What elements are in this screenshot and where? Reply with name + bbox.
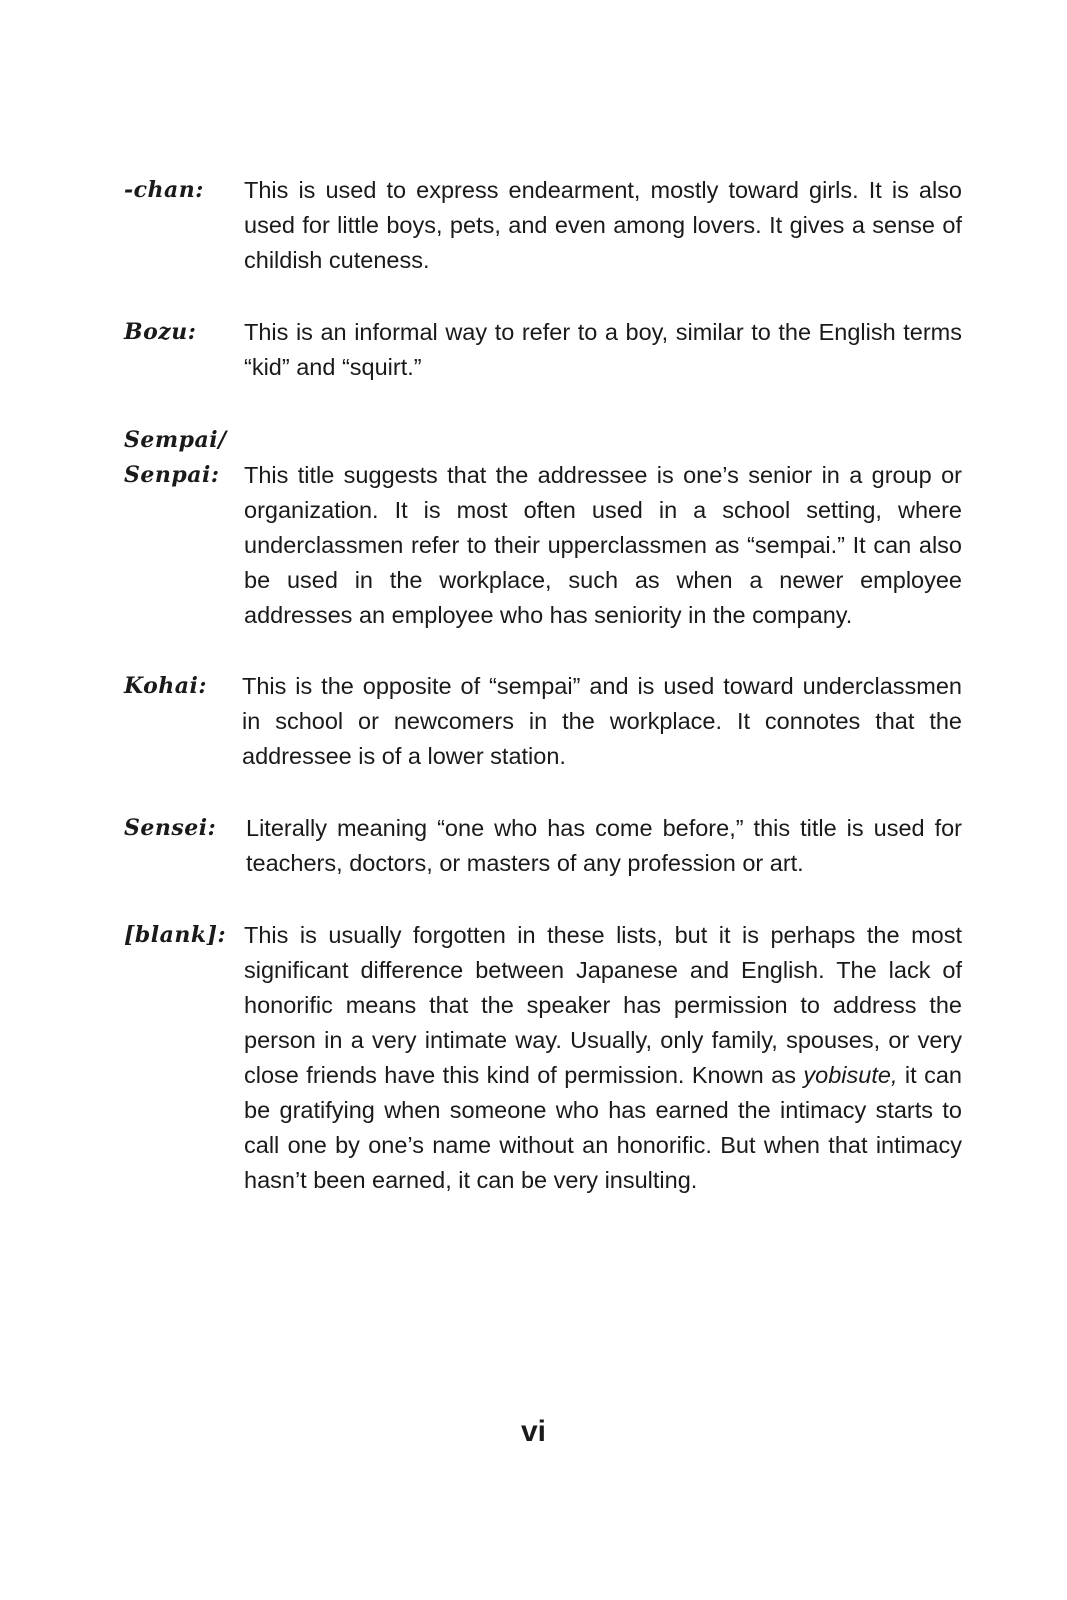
definition-sensei: Literally meaning “one who has come before,” this title is used for teachers, doctors, or masters of any profession or art. xyxy=(246,815,962,876)
definition-blank-part2: it can be gratifying when someone who has earned the intimacy starts to call one by one’s name without an honorific. But when that intimacy hasn’t been earned, it can be very insulting. xyxy=(244,1062,963,1193)
term-kohai: Kohai: xyxy=(124,673,208,699)
term-sempai xyxy=(124,423,227,493)
term-bozu: Bozu: xyxy=(124,319,197,345)
term-sensei: Sensei: xyxy=(124,815,217,841)
definition-kohai: This is the opposite of “sempai” and is used toward underclassmen in school or newcomers in the workplace. It connotes that the addressee is of a lower station. xyxy=(242,673,962,769)
definition-sempai: This title suggests that the addressee is one’s senior in a group or organization. It is most often used in a school setting, where underclassmen refer to their upperclassmen as “sempai.” It can also be used in the workplace, such as when a newer employee addresses an employee who has seniority in the company. xyxy=(244,462,962,628)
definition-chan: This is used to express endearment, mostly toward girls. It is also used for little boys, pets, and even among lovers. It gives a sense of childish cuteness. xyxy=(244,177,962,273)
term-chan: -chan: xyxy=(124,177,204,203)
page-number: vi xyxy=(520,1415,547,1448)
definition-blank xyxy=(244,918,962,1198)
definition-bozu: This is an informal way to refer to a boy, similar to the English terms “kid” and “squirt.” xyxy=(244,319,962,380)
term-sempai-line2: Senpai: xyxy=(124,462,220,488)
definition-blank-italic-term: yobisute, xyxy=(803,1062,898,1088)
term-blank: [blank]: xyxy=(124,922,227,948)
term-sempai-line1: Sempai/ xyxy=(124,427,227,453)
definition-blank-part1: This is usually forgotten in these lists, but it is perhaps the most significant difference between Japanese and English. The lack of honorific means that the speaker has permission to address the person in a very intimate way. Usually, only family, spouses, or very close friends have this kind of permission. Known as xyxy=(244,922,962,1088)
